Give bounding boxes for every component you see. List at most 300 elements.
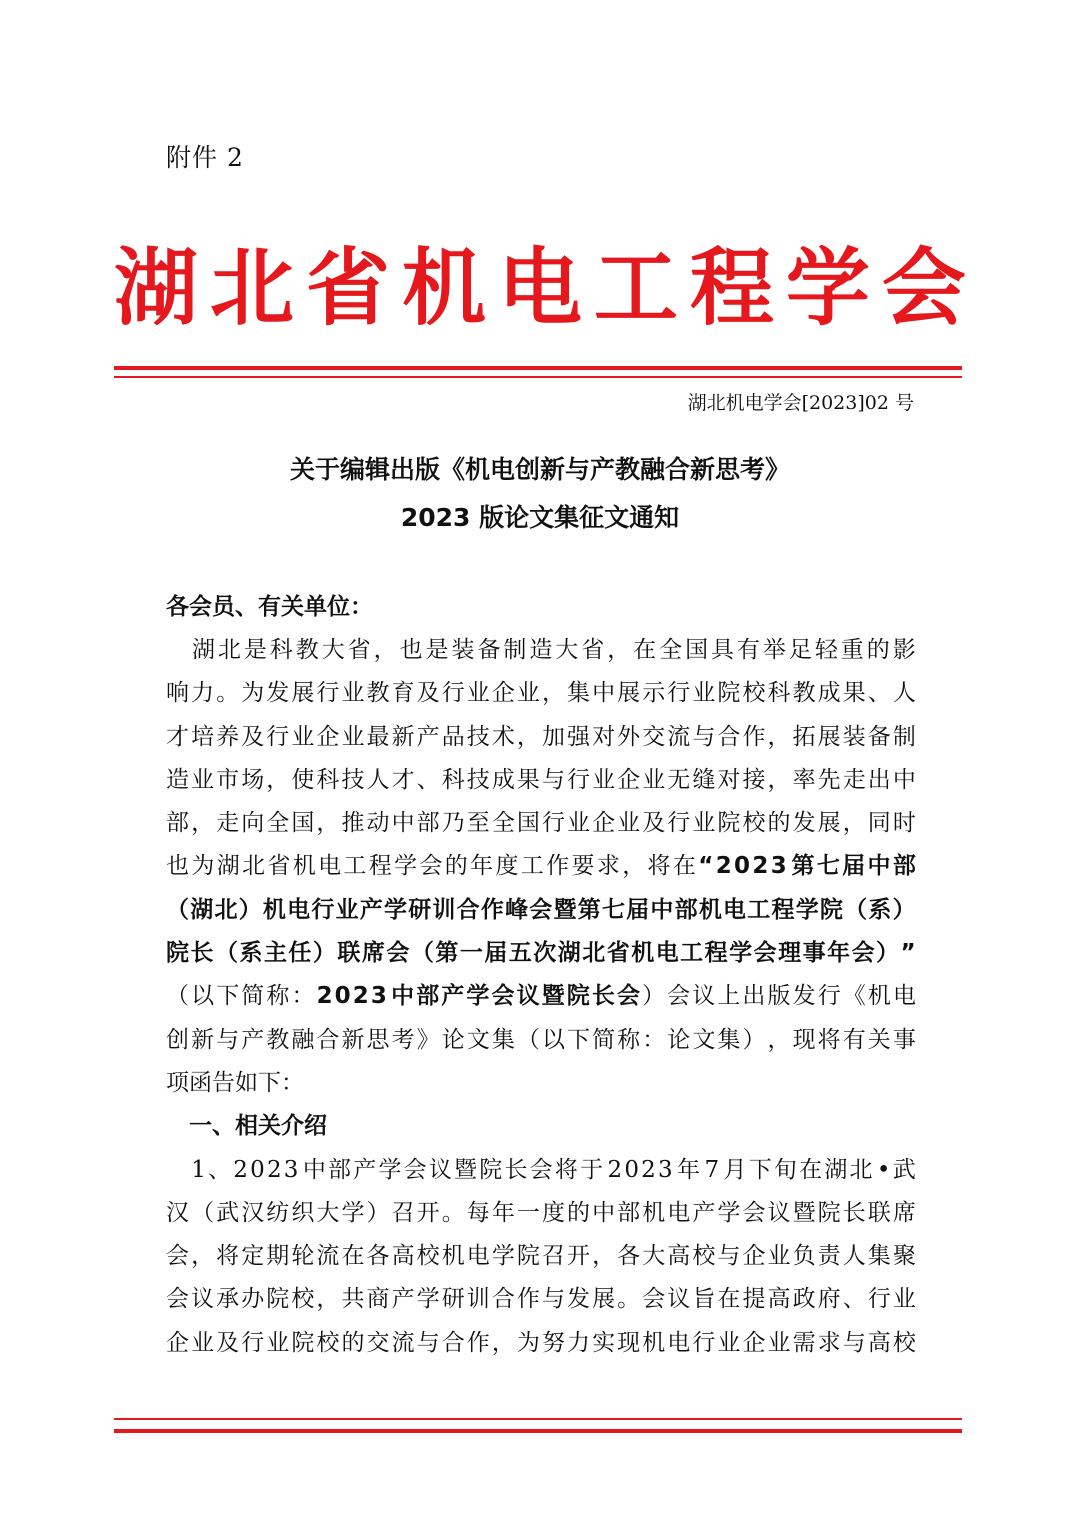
text-char: ， [316, 1286, 340, 1313]
text-char: 高 [667, 1243, 691, 1270]
bold-text-char: 工 [747, 896, 771, 923]
text-char: 、 [416, 766, 440, 793]
text-char: 有 [842, 1026, 866, 1053]
text-char: 装 [842, 723, 866, 750]
text-char: 以 [191, 983, 215, 1010]
text-char: 部 [328, 1156, 352, 1183]
text-char: 会 [166, 1243, 189, 1270]
text-char: 责 [817, 1243, 841, 1270]
text-char: 政 [792, 1286, 816, 1313]
text-char: 机 [642, 1329, 666, 1356]
text-char: 召 [541, 1243, 565, 1270]
text-char: 重 [840, 637, 864, 663]
text-char: 技 [341, 766, 365, 793]
text-char: 业 [692, 810, 716, 837]
text-char: 业 [191, 766, 215, 793]
bold-text-char: 合 [456, 896, 480, 923]
bold-text-char: 训 [432, 896, 456, 923]
text-char: 新 [191, 1026, 215, 1053]
org-name-char: 会 [881, 239, 966, 337]
text-char: 出 [867, 766, 891, 793]
text-char: 办 [241, 1286, 265, 1313]
text-char: 交 [366, 1329, 390, 1356]
text-char: 成 [817, 680, 841, 707]
text-char: 定 [241, 1243, 265, 1270]
text-char: 年 [491, 1199, 515, 1226]
text-char: 率 [792, 766, 816, 793]
text-char: 暨 [792, 1199, 816, 1226]
text-char: 行 [241, 1329, 265, 1356]
text-char: 轻 [814, 637, 838, 663]
notice-title-line-2: 2023 版论文集征文通知 [400, 503, 680, 532]
text-char: 时 [892, 810, 916, 837]
text-char: 电 [667, 1329, 691, 1356]
text-char: 联 [867, 1199, 891, 1226]
text-char: 省 [347, 637, 371, 663]
text-char: 称 [266, 983, 290, 1010]
body-line [166, 1062, 916, 1105]
text-char: • [876, 1156, 891, 1183]
text-char: 业 [592, 766, 616, 793]
text-char: 集 [491, 1026, 515, 1053]
text-char: 场 [241, 766, 265, 793]
bold-text-char: 五 [508, 940, 532, 967]
text-char: 培 [191, 723, 215, 750]
text-char: 业 [717, 1329, 741, 1356]
body-line [166, 932, 916, 975]
bold-text-char: ） [892, 896, 916, 923]
text-char: 院 [817, 1199, 841, 1226]
text-char: 。 [441, 1199, 465, 1226]
bold-text-char: 相 [235, 1113, 258, 1140]
bold-text-char: 七 [816, 853, 840, 880]
text-char: 《 [842, 983, 866, 1010]
text-char: ） [366, 1199, 390, 1226]
text-char: 2 [607, 1156, 623, 1183]
text-char: 开 [416, 1199, 440, 1226]
text-char: 与 [692, 723, 716, 750]
bold-text-char: 一 [189, 1113, 212, 1140]
bold-text-char: 会 [753, 940, 777, 967]
text-char [166, 629, 189, 672]
text-char: 制 [503, 637, 527, 663]
text-char: 》 [416, 1026, 440, 1053]
text-char: 论 [441, 1026, 465, 1053]
text-char: 为 [516, 1329, 540, 1356]
text-char: 为 [241, 680, 265, 707]
text-char: 以 [541, 1026, 565, 1053]
text-char: 机 [867, 983, 891, 1010]
text-char: 对 [717, 766, 741, 793]
text-char: （ [191, 1199, 215, 1226]
text-char: 产 [241, 1026, 265, 1053]
text-char: 研 [441, 1286, 465, 1313]
text-char: 全 [659, 637, 683, 663]
text-char: 展 [592, 1286, 616, 1313]
bold-text-char: 绍 [304, 1113, 327, 1140]
text-char: 省 [581, 637, 605, 663]
bold-text-char: 学 [466, 983, 490, 1010]
text-char: 大 [555, 637, 579, 663]
text-char: ， [191, 1243, 215, 1270]
bold-text-char: 0 [734, 853, 751, 880]
text-char: ， [622, 853, 646, 880]
text-char: 展 [617, 680, 641, 707]
text-char: 至 [466, 810, 490, 837]
text-char: 的 [767, 810, 791, 837]
text-char: 年 [677, 1156, 701, 1183]
text-char: 在 [672, 853, 696, 880]
text-char: 技 [466, 723, 490, 750]
text-char: 果 [842, 680, 866, 707]
text-char: 2 [266, 1156, 282, 1183]
text-char: 议 [191, 1286, 215, 1313]
text-char: 与 [416, 1329, 440, 1356]
text-char: 缝 [692, 766, 716, 793]
text-char: 武 [892, 1156, 916, 1183]
text-char: 中 [592, 1199, 616, 1226]
text-char: ， [373, 637, 397, 663]
text-char: 将 [216, 1243, 240, 1270]
text-char: 校 [742, 680, 766, 707]
text-char: 成 [491, 766, 515, 793]
text-char: 集 [867, 1243, 891, 1270]
text-char: 。 [617, 1286, 641, 1313]
text-char: 会 [667, 983, 691, 1010]
bold-text-char: 、 [212, 1113, 235, 1140]
text-char: 业 [341, 680, 365, 707]
text-char: 校 [316, 1329, 340, 1356]
text-char: 电 [466, 1243, 490, 1270]
text-char: 同 [867, 810, 891, 837]
text-char: 业 [266, 1329, 290, 1356]
text-char: 每 [466, 1199, 490, 1226]
text-char: 实 [592, 1329, 616, 1356]
text-char: 议 [692, 983, 716, 1010]
text-char: 校 [416, 1243, 440, 1270]
text-char: 0 [624, 1156, 639, 1183]
text-char: 商 [366, 1286, 390, 1313]
text-char: 发 [792, 983, 816, 1010]
text-char: 月 [723, 1156, 747, 1183]
text-char: 企 [491, 680, 515, 707]
text-char: 示 [642, 680, 666, 707]
bold-text-char: “ [698, 853, 714, 880]
text-char: 部 [416, 810, 440, 837]
text-char: ） [742, 1026, 766, 1053]
text-char: 行 [316, 680, 340, 707]
text-char: 下 [258, 1069, 281, 1096]
text-char: 科 [441, 766, 465, 793]
text-char: 品 [441, 723, 465, 750]
text-char: 校 [742, 810, 766, 837]
text-char: 制 [892, 723, 916, 750]
bold-text-char: 北 [214, 896, 238, 923]
bold-text-char: 会 [529, 896, 553, 923]
text-char: 有 [736, 637, 760, 663]
bold-text-char: 届 [626, 896, 650, 923]
text-char: 中 [892, 766, 916, 793]
text-char: 训 [466, 1286, 490, 1313]
text-char: 加 [541, 723, 565, 750]
text-char: 院 [516, 1243, 540, 1270]
bold-text-char: 3 [370, 983, 387, 1010]
text-char: 、 [867, 680, 891, 707]
text-char: ， [842, 810, 866, 837]
text-char: 流 [667, 723, 691, 750]
bold-text-char: 电 [655, 940, 679, 967]
text-char: 科 [767, 680, 791, 707]
text-char: 造 [166, 766, 189, 793]
text-char: 湖 [824, 1156, 848, 1183]
text-char: 议 [667, 1286, 691, 1313]
bold-text-char: （ [166, 896, 189, 923]
text-char: 装 [451, 637, 475, 663]
text-char: 1 [191, 1156, 206, 1183]
text-char: 乃 [441, 810, 465, 837]
text-char: 行 [867, 1286, 891, 1313]
body-line [166, 1235, 916, 1278]
text-char: 需 [792, 1329, 816, 1356]
bold-text-char: 任 [288, 940, 312, 967]
bold-text-char: 长 [591, 983, 615, 1010]
org-name-char: 机 [401, 239, 486, 337]
text-char: 如 [235, 1069, 258, 1096]
text-char: 备 [477, 637, 501, 663]
body-line [166, 802, 916, 845]
text-char: ： [281, 1069, 304, 1096]
bold-text-char: 第 [435, 940, 459, 967]
bold-text-char: 湖 [557, 940, 581, 967]
document-number: 湖北机电学会[2023]02 号 [687, 392, 914, 414]
text-char: 下 [748, 1156, 772, 1183]
text-char: 简 [241, 983, 265, 1010]
text-char: 部 [166, 810, 189, 837]
text-char: 部 [617, 1199, 641, 1226]
text-char: 业 [567, 810, 590, 837]
text-char: 流 [391, 1329, 415, 1356]
bold-text-char: 机 [262, 896, 286, 923]
text-char: ， [607, 637, 631, 663]
bold-text-char: 2 [352, 983, 369, 1010]
text-char: 大 [316, 1199, 340, 1226]
text-char: 、 [842, 1286, 866, 1313]
bold-text-char: 电 [287, 896, 311, 923]
text-char: 院 [717, 810, 741, 837]
text-char: 足 [788, 637, 812, 663]
text-char: 电 [667, 1199, 691, 1226]
text-char: 国 [685, 637, 709, 663]
org-name-char: 省 [305, 239, 390, 337]
text-char: 育 [391, 680, 415, 707]
text-char: 力 [191, 680, 215, 707]
text-char: ， [767, 766, 791, 793]
text-char: 产 [416, 723, 440, 750]
body-line [166, 1019, 916, 1062]
bold-text-char: 0 [334, 983, 351, 1010]
body-line [166, 672, 916, 715]
text-char: 会 [403, 1156, 427, 1183]
bold-text-char: 学 [729, 940, 753, 967]
bold-text-char: 省 [606, 940, 630, 967]
text-char: 合 [441, 1329, 465, 1356]
text-char: 全 [266, 810, 290, 837]
text-char: 合 [491, 1286, 515, 1313]
text-char: 国 [516, 810, 540, 837]
bold-text-char: （ [214, 940, 238, 967]
text-char [166, 1149, 189, 1192]
text-char: 行 [667, 810, 691, 837]
bold-text-char: 学 [795, 896, 819, 923]
text-char: ， [491, 1329, 515, 1356]
text-char: 称 [617, 1026, 641, 1053]
bold-text-char: 介 [281, 1113, 304, 1140]
text-char: 求 [817, 1329, 841, 1356]
text-char: 校 [692, 1243, 716, 1270]
bold-text-char: 会 [851, 940, 875, 967]
text-char: 养 [216, 723, 240, 750]
bold-text-char: 电 [723, 896, 747, 923]
text-char: 关 [867, 1026, 891, 1053]
text-char: 文 [466, 1026, 490, 1053]
text-char: 技 [466, 766, 490, 793]
text-char: 努 [541, 1329, 565, 1356]
bold-text-char: 会 [386, 940, 410, 967]
bold-text-char: 席 [361, 940, 385, 967]
text-char: ， [592, 1243, 616, 1270]
bold-text-char: 产 [359, 896, 383, 923]
bold-text-char: 第 [791, 853, 815, 880]
text-char: 高 [767, 1286, 791, 1313]
text-char: 合 [717, 723, 741, 750]
text-char: 院 [291, 1329, 315, 1356]
bold-text-char: 机 [698, 896, 722, 923]
text-char: 企 [316, 723, 340, 750]
text-char: 业 [341, 723, 365, 750]
text-char: 长 [504, 1156, 528, 1183]
bold-text-char: 湖 [190, 896, 214, 923]
text-char: 使 [291, 766, 315, 793]
text-char: 暨 [454, 1156, 478, 1183]
text-char: 0 [250, 1156, 265, 1183]
text-char: ， [541, 680, 565, 707]
text-char: 会 [742, 1199, 766, 1226]
text-char: 教 [266, 1026, 290, 1053]
text-char: 业 [466, 680, 490, 707]
text-char: 与 [842, 1329, 866, 1356]
body-line [166, 1322, 916, 1365]
text-char: 省 [267, 853, 291, 880]
text-char: 创 [166, 1026, 189, 1053]
text-char: 作 [546, 853, 570, 880]
text-char: 电 [318, 853, 342, 880]
bold-text-char: 部 [674, 896, 698, 923]
org-name-char: 湖 [114, 239, 199, 337]
bold-text-char: 业 [335, 896, 359, 923]
text-char: 走 [842, 766, 866, 793]
text-char: 纺 [266, 1199, 290, 1226]
text-char: 考 [391, 1026, 415, 1053]
body-line [166, 716, 916, 759]
text-char: 业 [191, 1329, 215, 1356]
text-char: 作 [516, 1286, 540, 1313]
bold-text-char: 主 [263, 940, 287, 967]
text-char: 企 [166, 1329, 189, 1356]
text-char: 工 [343, 853, 367, 880]
bold-text-char: （ [844, 896, 868, 923]
bold-text-char: 工 [680, 940, 704, 967]
text-char: 函 [189, 1069, 212, 1096]
text-char: 大 [642, 1243, 666, 1270]
text-char: 与 [541, 1286, 565, 1313]
org-name-char: 工 [593, 239, 678, 337]
footer-rule-thin [114, 1418, 962, 1420]
text-char: 人 [892, 680, 916, 707]
text-char: 行 [667, 680, 691, 707]
text-char: 才 [391, 766, 415, 793]
bold-text-char: 系 [868, 896, 892, 923]
text-char: 开 [567, 1243, 590, 1270]
org-name-char: 北 [209, 239, 294, 337]
text-char: 发 [567, 1286, 590, 1313]
text-char: 的 [444, 853, 468, 880]
text-char: 业 [767, 1243, 791, 1270]
bold-text-char: 部 [416, 983, 440, 1010]
text-char: ） [642, 983, 666, 1010]
text-char: 最 [366, 723, 390, 750]
text-char: 席 [892, 1199, 916, 1226]
text-char: 是 [243, 637, 267, 663]
text-char: 交 [642, 723, 666, 750]
text-char: 也 [399, 637, 423, 663]
text-char: 会 [166, 1286, 189, 1313]
text-char: 发 [266, 680, 290, 707]
text-char: 各 [617, 1243, 641, 1270]
text-char: 及 [642, 810, 666, 837]
text-char: 行 [541, 810, 565, 837]
text-char: 中 [391, 810, 415, 837]
text-char: 教 [792, 680, 816, 707]
text-char: 业 [692, 680, 716, 707]
text-char: 旨 [692, 1286, 716, 1313]
text-char: 告 [212, 1069, 235, 1096]
text-char: 文 [692, 1026, 716, 1053]
text-char: 机 [441, 1243, 465, 1270]
text-char: 共 [341, 1286, 365, 1313]
text-char: ， [767, 723, 791, 750]
text-char: 中 [302, 1156, 326, 1183]
text-char: 业 [642, 766, 666, 793]
text-char: 度 [541, 1199, 565, 1226]
text-char: 求 [596, 853, 620, 880]
text-char: 的 [341, 1329, 365, 1356]
text-char: 简 [592, 1026, 616, 1053]
body-line [166, 1149, 916, 1192]
text-char: 教 [295, 637, 319, 663]
text-char: 集 [567, 680, 590, 707]
bold-text-char: 会 [491, 983, 515, 1010]
bold-text-char: 暨 [541, 983, 565, 1010]
text-char: 将 [647, 853, 671, 880]
text-char: 市 [216, 766, 240, 793]
text-char: 学 [341, 1199, 365, 1226]
text-char: 武 [216, 1199, 240, 1226]
text-char: 作 [466, 1329, 490, 1356]
text-char: 术 [491, 723, 515, 750]
text-char: 企 [617, 766, 641, 793]
text-char: 湖 [191, 637, 215, 663]
org-name-char: 学 [785, 239, 870, 337]
